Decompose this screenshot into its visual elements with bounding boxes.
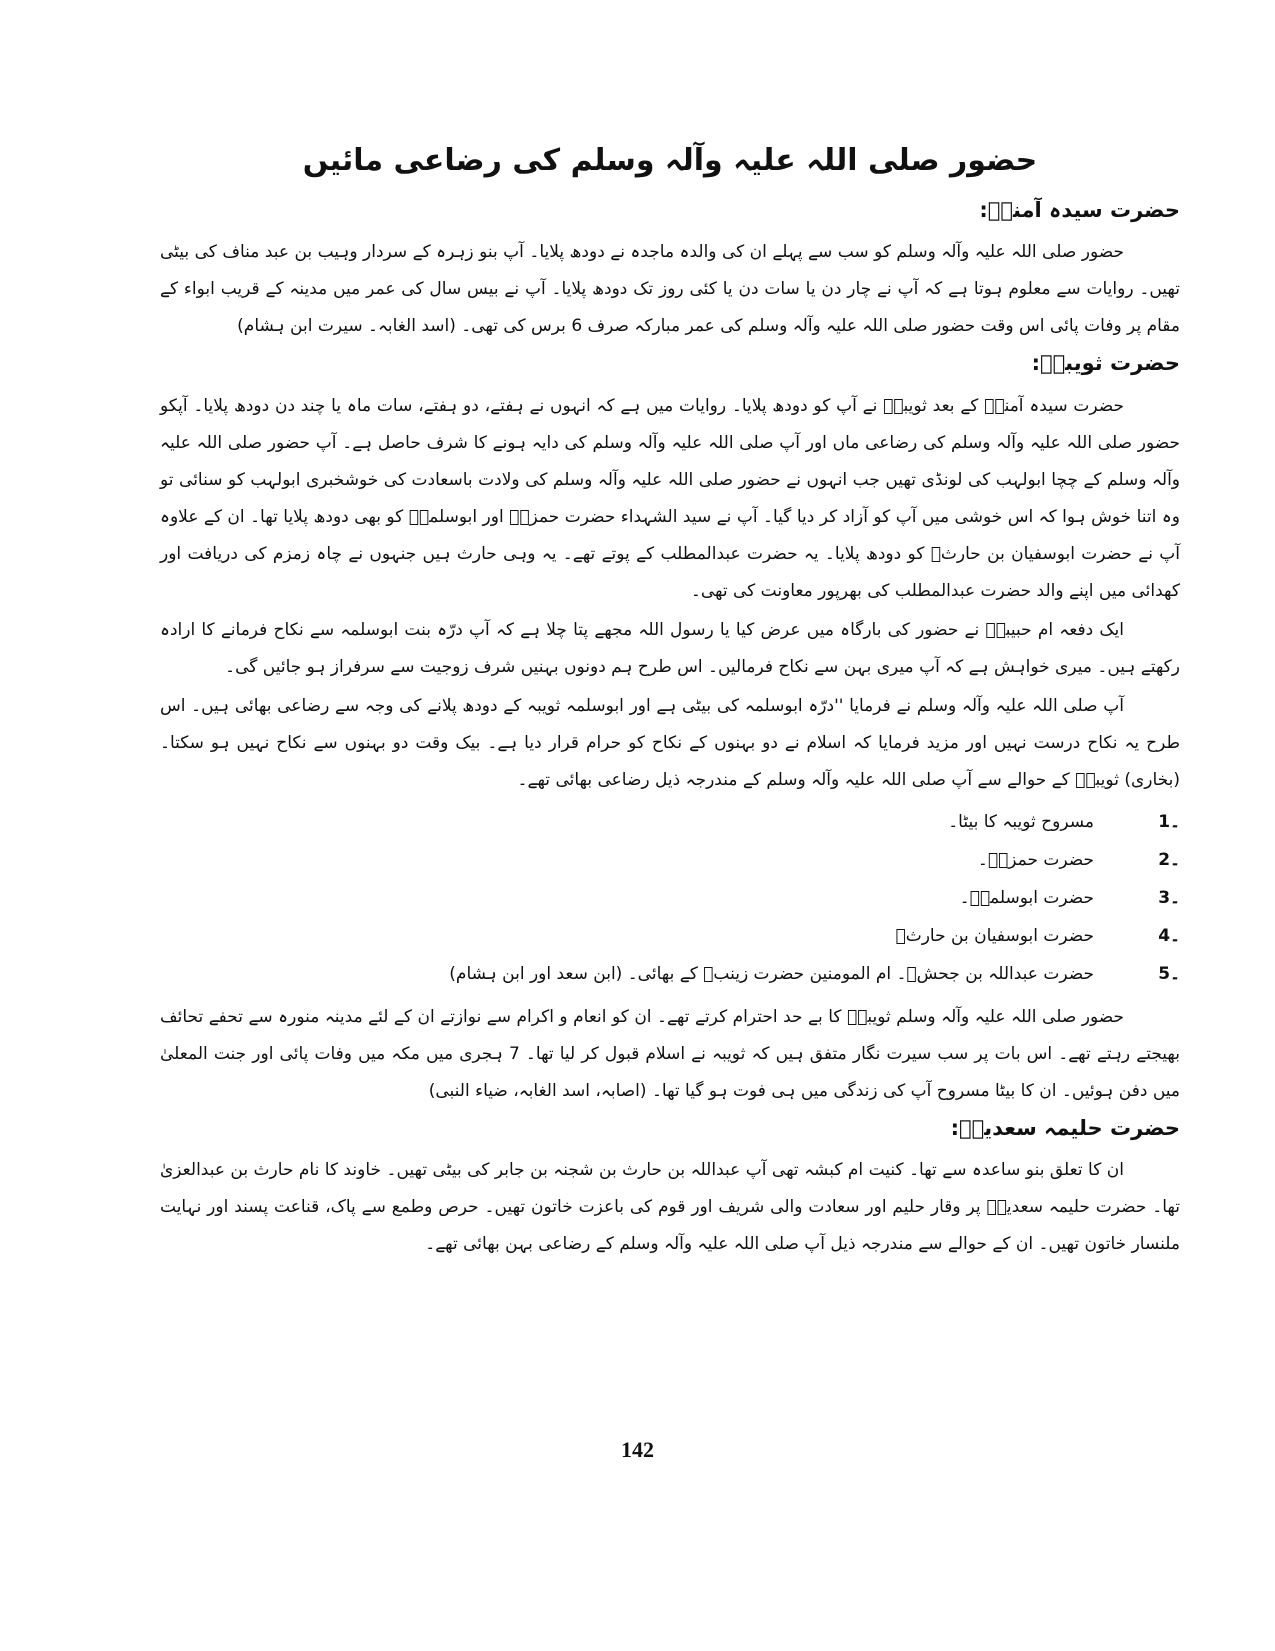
section-amina xyxy=(160,196,1180,345)
paragraph: حضرت سیدہ آمنہؓ کے بعد ثویبہؓ نے آپ کو دودھ پلایا۔ روایات میں ہے کہ انہوں نے ہفتے، دو ہفتے، سات ماہ یا چند دن دودھ پلایا۔ آپکو حضور صلی اللہ علیہ وآلہ وسلم کی رضاعی ماں اور آپ صلی اللہ علیہ وآلہ وسلم کی دایہ ہونے کا شرف حاصل ہے۔ آپ حضور صلی اللہ علیہ وآلہ وسلم کے چچا ابولہب کی لونڈی تھیں جب انہوں نے حضور صلی اللہ علیہ وآلہ وسلم کی ولادت باسعادت کی خوشخبری ابولہب کو سنائی تو وہ اتنا خوش ہوا کہ اس خوشی میں آپ کو آزاد کر دیا گیا۔ آپ نے سید الشہداء حضرت حمزہؓ اور ابوسلمہؓ کو بھی دودھ پلایا تھا۔ ان کے علاوہ آپ نے حضرت ابوسفیان بن حارثؓ کو دودھ پلایا۔ یہ حضرت عبدالمطلب کے پوتے تھے۔ یہ وہی حارث ہیں جنہوں نے چاہ زمزم کی دریافت اور کھدائی میں اپنے والد حضرت عبدالمطلب کی بھرپور معاونت کی تھی۔ xyxy=(160,395,1180,601)
list-text: حضرت حمزہؓ۔ xyxy=(977,849,1094,870)
list-item xyxy=(160,917,1180,955)
section-thuwaybah xyxy=(160,349,1180,1109)
list-item xyxy=(160,955,1180,993)
section-heading: حضرت ثویبہؓ: xyxy=(1031,351,1180,376)
paragraph: حضور صلی اللہ علیہ وآلہ وسلم کو سب سے پہلے ان کی والدہ ماجدہ نے دودھ پلایا۔ آپ بنو زہرہ کے سردار وہیب بن عبد مناف کی بیٹی تھیں۔ روایات سے معلوم ہوتا ہے کہ آپ نے چار دن یا سات دن یا کئی روز تک دودھ پلایا۔ آپ نے بیس سال کی عمر میں مدینہ کے قریب ابواء کے مقام پر وفات پائی اس وقت حضور صلی اللہ علیہ وآلہ وسلم کی عمر مبارکہ صرف 6 برس کی تھی۔ (اسد الغابہ۔ سیرت ابن ہشام) xyxy=(160,242,1180,337)
list-number: 4۔ xyxy=(1158,925,1180,946)
paragraph: ایک دفعہ ام حبیبہؓ نے حضور کی بارگاہ میں عرض کیا یا رسول اللہ مجھے پتا چلا ہے کہ آپ درّہ بنت ابوسلمہ سے نکاح فرمانے کا ارادہ رکھتے ہیں۔ میری خواہش ہے کہ آپ میری بہن سے نکاح فرمالیں۔ اس طرح ہم دونوں بہنیں شرف زوجیت سے سرفراز ہو جائیں گی۔ xyxy=(160,619,1180,677)
list-item xyxy=(160,803,1180,841)
section-heading: حضرت حلیمہ سعدیہؓ: xyxy=(950,1115,1180,1140)
section-halima xyxy=(160,1114,1180,1263)
foster-brothers-list xyxy=(160,803,1180,993)
list-item xyxy=(160,879,1180,917)
list-text: حضرت ابوسلمہؓ۔ xyxy=(959,887,1094,908)
list-text: حضرت عبداللہ بن جحشؓ۔ ام المومنین حضرت زینبؓ کے بھائی۔ (ابن سعد اور ابن ہشام) xyxy=(449,963,1094,984)
list-text: حضرت ابوسفیان بن حارثؓ xyxy=(895,925,1094,946)
document-page xyxy=(160,140,1180,1590)
page-title: حضور صلی اللہ علیہ وآلہ وسلم کی رضاعی مائیں xyxy=(302,143,1038,178)
page-number: 142 xyxy=(621,1437,654,1462)
list-item xyxy=(160,841,1180,879)
list-number: 1۔ xyxy=(1158,811,1180,832)
paragraph: آپ صلی اللہ علیہ وآلہ وسلم نے فرمایا ''درّہ ابوسلمہ کی بیٹی ہے اور ابوسلمہ ثویبہ کے دودھ پلانے کی وجہ سے رضاعی بھائی ہیں۔ اس طرح یہ نکاح درست نہیں اور مزید فرمایا کہ اسلام نے دو بہنوں کے نکاح کو حرام قرار دیا ہے۔ بیک وقت دو بہنوں سے نکاح نہیں ہو سکتا۔ (بخاری) ثویبہؓ کے حوالے سے آپ صلی اللہ علیہ وآلہ وسلم کے مندرجہ ذیل رضاعی بھائی تھے۔ xyxy=(160,695,1180,790)
paragraph: ان کا تعلق بنو ساعدہ سے تھا۔ کنیت ام کبشہ تھی آپ عبداللہ بن حارث بن شجنہ بن جابر کی بیٹی تھیں۔ خاوند کا نام حارث بن عبدالعزیٰ تھا۔ حضرت حلیمہ سعدیہؓ پر وقار حلیم اور سعادت والی شریف اور قوم کی باعزت خاتون تھیں۔ حرص وطمع سے پاک، قناعت پسند اور نہایت ملنسار خاتون تھیں۔ ان کے حوالے سے مندرجہ ذیل آپ صلی اللہ علیہ وآلہ وسلم کے رضاعی بہن بھائی تھے۔ xyxy=(160,1160,1180,1255)
list-number: 2۔ xyxy=(1158,849,1180,870)
paragraph: حضور صلی اللہ علیہ وآلہ وسلم ثویبہؓ کا بے حد احترام کرتے تھے۔ ان کو انعام و اکرام سے نوازتے ان کے لئے مدینہ منورہ سے تحفے تحائف بھیجتے رہتے تھے۔ اس بات پر سب سیرت نگار متفق ہیں کہ ثویبہ نے اسلام قبول کر لیا تھا۔ 7 ہجری میں مکہ میں وفات پائی اور جنت المعلیٰ میں دفن ہوئیں۔ ان کا بیٹا مسروح آپ کی زندگی میں ہی فوت ہو گیا تھا۔ (اصابہ، اسد الغابہ، ضیاء النبی) xyxy=(160,1006,1180,1101)
list-number: 3۔ xyxy=(1158,887,1180,908)
section-heading: حضرت سیدہ آمنہؓ: xyxy=(979,198,1180,222)
list-number: 5۔ xyxy=(1158,963,1180,984)
list-text: مسروح ثویبہ کا بیٹا۔ xyxy=(948,811,1094,832)
